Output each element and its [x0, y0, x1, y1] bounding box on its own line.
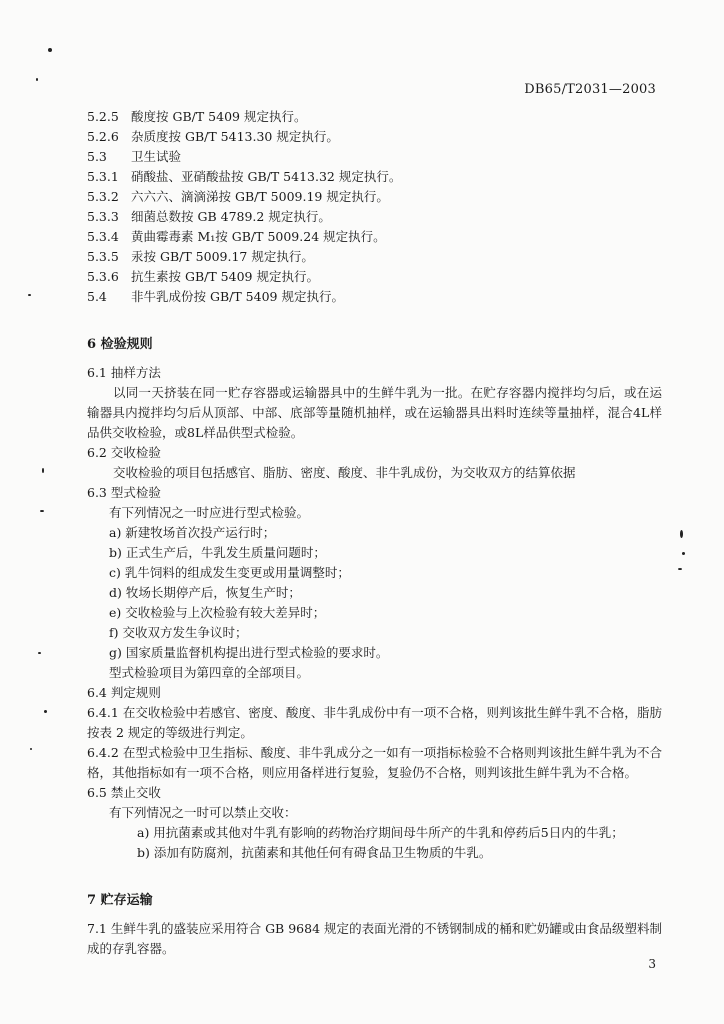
s65-intro: 有下列情况之一时可以禁止交收： — [109, 805, 297, 820]
list-item: f) 交收双方发生争议时； — [109, 625, 248, 640]
s62-body: 交收检验的项目包括感官、脂肪、密度、酸度、非牛乳成份，为交收双方的结算依据 — [113, 465, 576, 480]
scan-speck — [48, 48, 52, 52]
s63-outro: 型式检验项目为第四章的全部项目。 — [109, 665, 310, 680]
list-item: 5.2.5 酸度按 GB/T 5409 规定执行。 — [87, 109, 307, 124]
s61-heading: 6.1 抽样方法 — [87, 365, 161, 380]
scan-speck — [678, 568, 682, 570]
scan-speck — [30, 748, 32, 750]
list-item: b) 添加有防腐剂，抗菌素和其他任何有碍食品卫生物质的牛乳。 — [137, 845, 492, 860]
list-item: g) 国家质量监督机构提出进行型式检验的要求时。 — [109, 645, 389, 660]
list-item: e) 交收检验与上次检验有较大差异时； — [109, 605, 326, 620]
list-item: 5.3.4 黄曲霉毒素 M₁按 GB/T 5009.24 规定执行。 — [87, 229, 386, 244]
list-item: d) 牧场长期停产后，恢复生产时； — [109, 585, 301, 600]
list-item: a) 新建牧场首次投产运行时； — [109, 525, 276, 540]
scan-speck — [38, 652, 41, 654]
list-item: c) 乳牛饲料的组成发生变更或用量调整时； — [109, 565, 350, 580]
s71-body: 7.1 生鲜牛乳的盛装应采用符合 GB 9684 规定的表面光滑的不锈钢制成的桶和贮奶罐或由食品级塑料制成的存乳容器。 — [87, 921, 662, 956]
s62-heading: 6.2 交收检验 — [87, 445, 161, 460]
list-item: b) 正式生产后，牛乳发生质量问题时； — [109, 545, 326, 560]
list-item: 5.3.1 硝酸盐、亚硝酸盐按 GB/T 5413.32 规定执行。 — [87, 169, 402, 184]
list-item: 5.3 卫生试验 — [87, 149, 182, 164]
list-item: 5.4 非牛乳成份按 GB/T 5409 规定执行。 — [87, 289, 344, 304]
list-item: 5.3.3 细菌总数按 GB 4789.2 规定执行。 — [87, 209, 331, 224]
list-item: 5.3.2 六六六、滴滴涕按 GB/T 5009.19 规定执行。 — [87, 189, 389, 204]
scan-speck — [44, 710, 47, 713]
scan-speck — [28, 294, 31, 296]
list-item: 5.2.6 杂质度按 GB/T 5413.30 规定执行。 — [87, 129, 339, 144]
s63-heading: 6.3 型式检验 — [87, 485, 161, 500]
section7-title: 7 贮存运输 — [87, 893, 153, 908]
standard-code: DB65/T2031—2003 — [524, 82, 656, 97]
list-item: 5.3.5 汞按 GB/T 5009.17 规定执行。 — [87, 249, 314, 264]
s64-heading: 6.4 判定规则 — [87, 685, 161, 700]
scan-speck — [680, 530, 683, 538]
s61-body: 以同一天挤装在同一贮存容器或运输器具中的生鲜牛乳为一批。在贮存容器内搅拌均匀后，或在运输器具内搅拌均匀后从顶部、中部、底部等量随机抽样，或在运输器具出料时连续等量抽样，混合4L样品供交收检验，或8L样品供型式检验。 — [87, 385, 662, 440]
s65-heading: 6.5 禁止交收 — [87, 785, 161, 800]
scan-speck — [40, 510, 44, 512]
section6-title: 6 检验规则 — [87, 337, 153, 352]
scan-speck — [36, 78, 38, 81]
list-item: 5.3.6 抗生素按 GB/T 5409 规定执行。 — [87, 269, 319, 284]
s63-intro: 有下列情况之一时应进行型式检验。 — [109, 505, 310, 520]
s641-body: 6.4.1 在交收检验中若感官、密度、酸度、非牛乳成份中有一项不合格，则判该批生鲜牛乳不合格，脂肪按表 2 规定的等级进行判定。 — [87, 705, 662, 740]
scan-speck — [42, 468, 44, 473]
scan-speck — [682, 552, 685, 555]
document-body — [87, 107, 662, 959]
list-item: a) 用抗菌素或其他对牛乳有影响的药物治疗期间母牛所产的牛乳和停药后5日内的牛乳； — [137, 825, 624, 840]
section5-items — [87, 107, 662, 307]
page-number: 3 — [648, 957, 656, 971]
s642-body: 6.4.2 在型式检验中卫生指标、酸度、非牛乳成分之一如有一项指标检验不合格则判该批生鲜牛乳为不合格，其他指标如有一项不合格，则应用备样进行复验，复验仍不合格，则判该批生鲜牛乳为不合格。 — [87, 745, 662, 780]
